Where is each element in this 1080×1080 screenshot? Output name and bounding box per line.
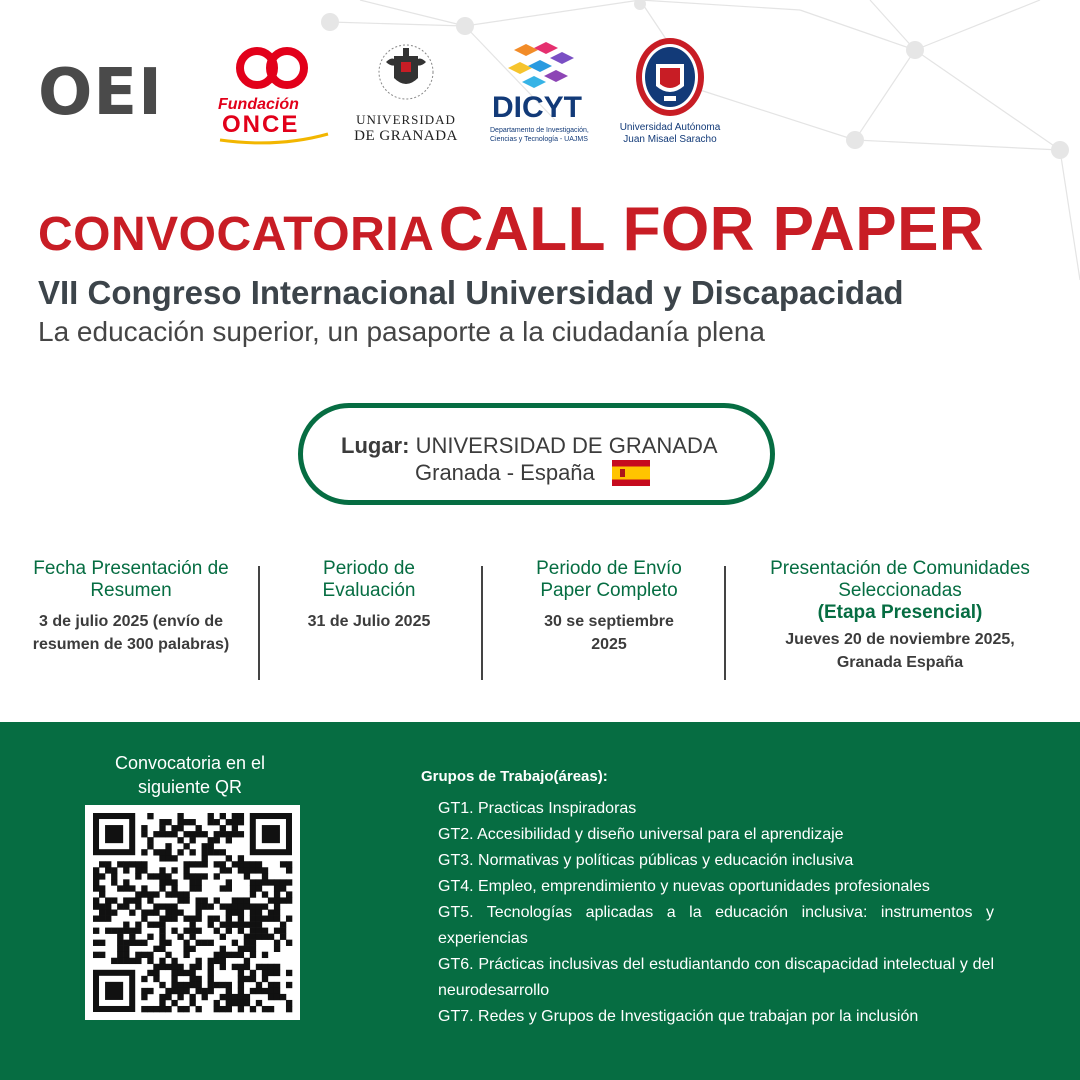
page-title bbox=[38, 194, 984, 282]
date-divider bbox=[481, 566, 483, 680]
ugr-crest-icon bbox=[376, 40, 436, 106]
date-title: Periodo de Envío Paper Completo bbox=[536, 558, 682, 601]
date-divider bbox=[724, 566, 726, 680]
venue-label: Lugar: bbox=[341, 433, 410, 458]
groups-item: GT6. Prácticas inclusivas del estudiantando con discapacidad intelectual y del neurodesarrollo bbox=[438, 956, 994, 999]
congress-subtitle: VII Congreso Internacional Universidad y Discapacidad bbox=[38, 274, 904, 311]
oei-logo-text: OEI bbox=[38, 56, 163, 130]
date-value: 3 de julio 2025 (envío de resumen de 300 palabras) bbox=[32, 613, 230, 653]
date-value: 31 de Julio 2025 bbox=[307, 613, 431, 630]
once-rings-icon bbox=[228, 44, 318, 92]
date-title-bold: (Etapa Presencial) bbox=[817, 602, 983, 623]
venue-pill bbox=[298, 403, 775, 505]
date-value: 30 se septiembre 2025 bbox=[544, 613, 674, 653]
universidad-granada-logo bbox=[345, 40, 467, 150]
congress-tagline: La educación superior, un pasaporte a la ciudadanía plena bbox=[38, 316, 765, 347]
venue-name: UNIVERSIDAD DE GRANADA bbox=[415, 433, 718, 458]
uajms-logo-line2: Juan Misael Saracho bbox=[623, 134, 717, 145]
ugr-logo-line1: UNIVERSIDAD bbox=[356, 112, 456, 127]
date-evaluation bbox=[286, 558, 452, 633]
venue-line bbox=[341, 433, 718, 459]
date-title: Fecha Presentación de Resumen bbox=[33, 558, 229, 601]
once-swoosh-icon bbox=[218, 132, 330, 146]
dicyt-logo-line1: DICYT bbox=[492, 91, 582, 124]
groups-title: Grupos de Trabajo(áreas): bbox=[421, 768, 608, 785]
dicyt-logo-line2: Departamento de Investigación, Ciencias y Tecnología - UAJMS bbox=[490, 127, 589, 143]
date-divider bbox=[258, 566, 260, 680]
groups-item: GT4. Empleo, emprendimiento y nuevas oportunidades profesionales bbox=[438, 878, 930, 895]
uajms-seal-icon bbox=[634, 36, 706, 118]
date-full-paper bbox=[512, 558, 706, 656]
title-convocatoria: CONVOCATORIA bbox=[38, 208, 435, 261]
once-logo-line2: ONCE bbox=[222, 111, 300, 138]
qr-code-icon[interactable] bbox=[85, 805, 300, 1020]
groups-item: GT5. Tecnologías aplicadas a la educación inclusiva: instrumentos y experiencias bbox=[438, 904, 994, 947]
uajms-logo bbox=[610, 36, 730, 148]
date-abstract-submission bbox=[30, 558, 232, 656]
once-logo-line1: Fundación bbox=[218, 96, 299, 113]
date-title: Periodo de Evaluación bbox=[322, 558, 416, 601]
title-call-for-paper: CALL FOR PAPER bbox=[438, 195, 985, 264]
ugr-logo-line2: DE GRANADA bbox=[354, 128, 458, 144]
date-presentation bbox=[750, 558, 1050, 674]
fundacion-once-logo bbox=[218, 44, 330, 146]
oei-logo bbox=[38, 58, 188, 128]
qr-code[interactable] bbox=[85, 805, 300, 1020]
date-title-text: Presentación de Comunidades Seleccionadas bbox=[770, 558, 1030, 601]
groups-item: GT2. Accesibilidad y diseño universal para el aprendizaje bbox=[438, 826, 844, 843]
groups-item: GT7. Redes y Grupos de Investigación que trabajan por la inclusión bbox=[438, 1008, 919, 1025]
date-title bbox=[750, 558, 1050, 624]
dicyt-logo bbox=[488, 40, 592, 150]
groups-item: GT3. Normativas y políticas públicas y educación inclusiva bbox=[438, 852, 854, 869]
date-value: Jueves 20 de noviembre 2025, Granada España bbox=[785, 631, 1015, 671]
groups-list bbox=[438, 796, 994, 1030]
uajms-logo-text bbox=[610, 122, 730, 146]
groups-item: GT1. Practicas Inspiradoras bbox=[438, 800, 637, 817]
venue-city: Granada - España bbox=[415, 460, 595, 485]
spain-flag-icon bbox=[612, 460, 650, 486]
qr-label: Convocatoria en el siguiente QR bbox=[114, 753, 266, 797]
uajms-logo-line1: Universidad Autónoma bbox=[619, 122, 721, 133]
dicyt-cubes-icon bbox=[506, 40, 576, 92]
